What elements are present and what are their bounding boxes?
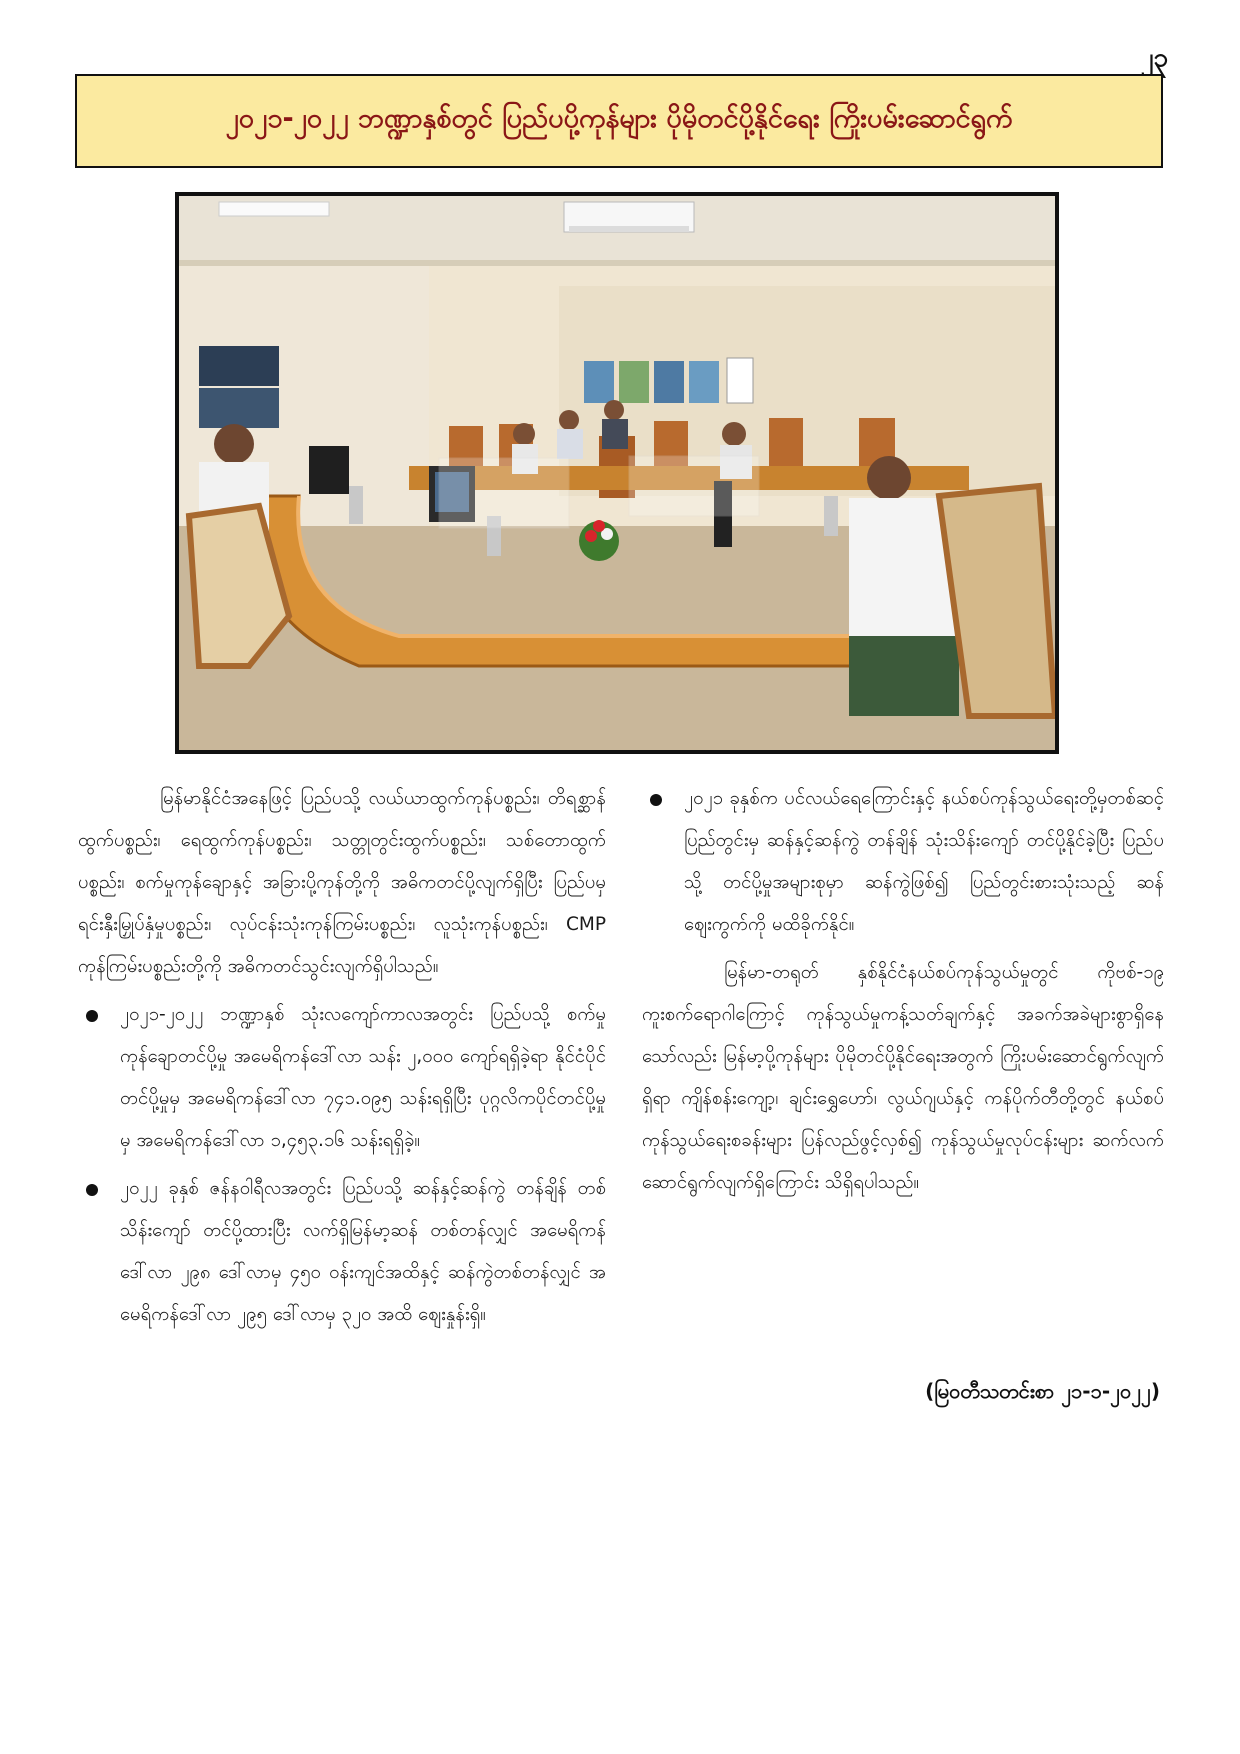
closing-paragraph: မြန်မာ-တရုတ် နှစ်နိုင်ငံနယ်စပ်ကုန်သွယ်မှုတွင် ကိုဗစ်-၁၉ ကူးစက်ရောဂါကြောင့် ကုန်သွယ်မှုကန့်သတ်ချက်နှင့် အခက်အခဲများစွာရှိနေသော်လည်း မြန်မာ့ပို့ကုန်များ ပိုမိုတင်ပို့နိုင်ရေးအတွက် ကြိုးပမ်းဆောင်ရွက်လျက်ရှိရာ ကျိန်စန်းကျော့၊ ချင်းရွှေဟော်၊ လွယ်ဂျယ်နှင့် ကန်ပိုက်တီတို့တွင် နယ်စပ်ကုန်သွယ်ရေးစခန်းများ ပြန်လည်ဖွင့်လှစ်၍ ကုန်သွယ်မှုလုပ်ငန်းများ ဆက်လက်ဆောင်ရွက်လျက်ရှိကြောင်း သိရှိရပါသည်။ (642, 962, 1164, 1193)
bullet-text: ၂၀၂၂ ခုနှစ် ဇန်နဝါရီလအတွင်း ပြည်ပသို့ ဆန်နှင့်ဆန်ကွဲ တန်ချိန် တစ်သိန်းကျော် တင်ပို့ထားပြီး လက်ရှိမြန်မာ့ဆန် တစ်တန်လျှင် အမေရိကန်ဒေါ်လာ ၂၉၈ ဒေါ်လာမှ ၄၅၀ ဝန်းကျင်အထိနှင့် ဆန်ကွဲတစ်တန်လျှင် အမေရိကန်ဒေါ်လာ ၂၉၅ ဒေါ်လာမှ ၃၂၀ အထိ ဈေးနှုန်းရှိ။ (120, 1178, 606, 1325)
bullet-text: ၂၀၂၁-၂၀၂၂ ဘဏ္ဍာနှစ် သုံးလကျော်ကာလအတွင်း ပြည်ပသို့ စက်မှုကုန်ချောတင်ပို့မှု အမေရိကန်ဒေါ်လာ သန်း ၂,၀၀၀ ကျော်ရရှိခဲ့ရာ နိုင်ငံပိုင်တင်ပို့မှုမှ အမေရိကန်ဒေါ်လာ ၇၄၁.၀၉၅ သန်းရရှိပြီး ပုဂ္ဂလိကပိုင်တင်ပို့မှုမှ အမေရိကန်ဒေါ်လာ ၁,၄၅၃.၁၆ သန်းရရှိခဲ့။ (120, 1004, 606, 1151)
bullet-icon (650, 794, 662, 806)
bullet-item (78, 1168, 606, 1336)
meeting-photo-illustration (179, 196, 1055, 750)
article-title: ၂၀၂၁-၂၀၂၂ ဘဏ္ဍာနှစ်တွင် ပြည်ပပို့ကုန်များ ပိုမိုတင်ပို့နိုင်ရေး ကြိုးပမ်းဆောင်ရွက် (225, 103, 1013, 134)
intro-paragraph: မြန်မာနိုင်ငံအနေဖြင့် ပြည်ပသို့ လယ်ယာထွက်ကုန်ပစ္စည်း၊ တိရစ္ဆာန်ထွက်ပစ္စည်း၊ ရေထွက်ကုန်ပစ္စည်း၊ သတ္တုတွင်းထွက်ပစ္စည်း၊ သစ်တောထွက်ပစ္စည်း၊ စက်မှုကုန်ချောနှင့် အခြားပို့ကုန်တို့ကို အဓိကတင်ပို့လျက်ရှိပြီး ပြည်ပမှ ရင်းနှီးမြှုပ်နှံမှုပစ္စည်း၊ လုပ်ငန်းသုံးကုန်ကြမ်းပစ္စည်း၊ လူသုံးကုန်ပစ္စည်း၊ CMP ကုန်ကြမ်းပစ္စည်းတို့ကို အဓိကတင်သွင်းလျက်ရှိပါသည်။ (78, 788, 606, 977)
left-column (78, 778, 606, 1342)
title-banner (75, 74, 1163, 168)
bullet-icon (86, 1010, 98, 1022)
page-number: ၂၃ (1140, 43, 1168, 73)
source-citation: (မြဝတီသတင်းစာ ၂၁-၁-၂၀၂၂) (925, 1379, 1160, 1403)
bullet-item (78, 994, 606, 1162)
bullet-icon (86, 1184, 98, 1196)
bullet-text: ၂၀၂၁ ခုနှစ်က ပင်လယ်ရေကြောင်းနှင့် နယ်စပ်ကုန်သွယ်ရေးတို့မှတစ်ဆင့် ပြည်တွင်းမှ ဆန်နှင့်ဆန်ကွဲ တန်ချိန် သုံးသိန်းကျော် တင်ပို့နိုင်ခဲ့ပြီး ပြည်ပသို့ တင်ပို့မှုအများစုမှာ ဆန်ကွဲဖြစ်၍ ပြည်တွင်းစားသုံးသည့် ဆန်ဈေးကွက်ကို မထိခိုက်နိုင်။ (684, 788, 1164, 935)
meeting-photo (175, 192, 1059, 754)
bullet-item (642, 778, 1164, 946)
right-column (642, 778, 1164, 1210)
